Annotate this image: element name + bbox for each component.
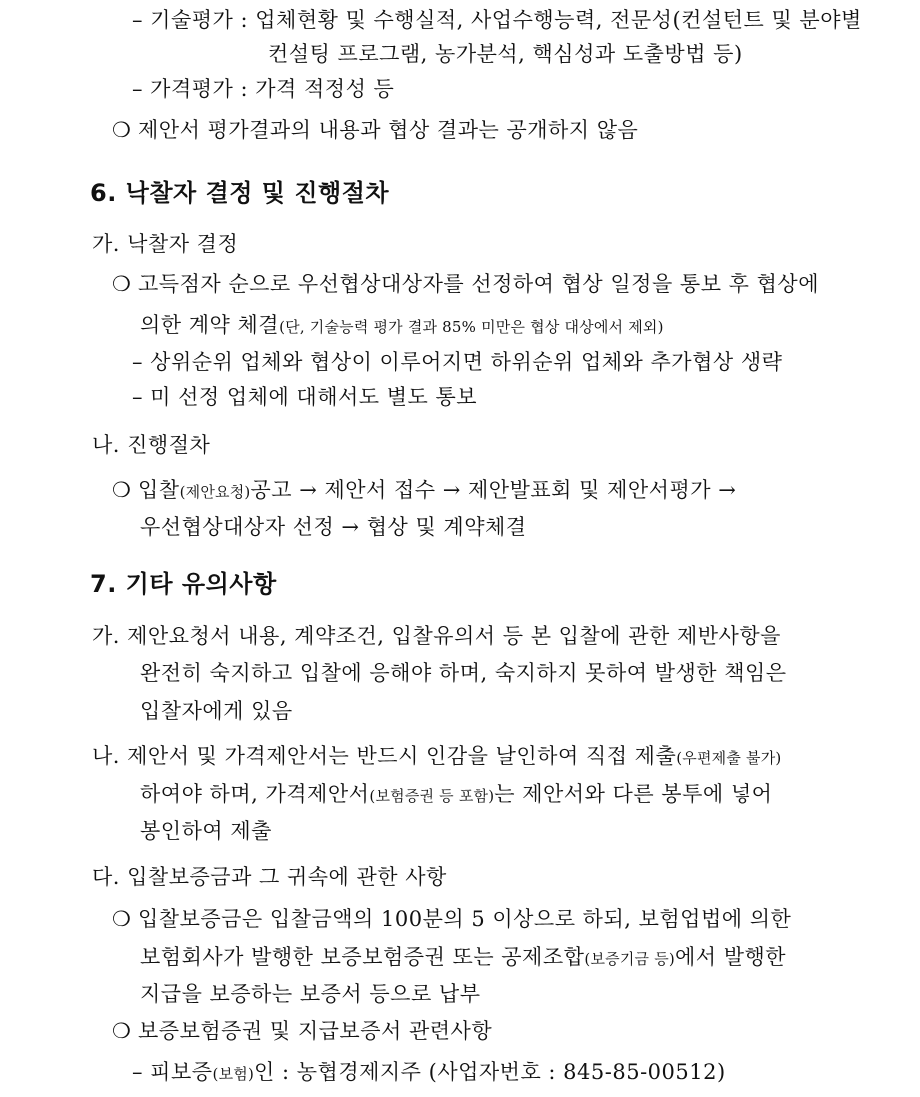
tech-eval-line-1: – 기술평가 : 업체현황 및 수행실적, 사업수행능력, 전문성(컨설턴트 및 분야별 [132,8,862,32]
non-selected-notice-line: – 미 선정 업체에 대해서도 별도 통보 [132,385,478,409]
section-7-na-line-2-a: 하여야 하며, 가격제안서 [140,782,370,806]
guarantee-fund-note: (보증기금 등) [584,950,675,968]
section-7-title: 7. 기타 유의사항 [90,570,277,598]
guarantee-docs-item [112,1017,492,1045]
circle-bullet-icon: ❍ [112,478,132,502]
section-7-na-line-3: 봉인하여 제출 [140,819,272,843]
insured-party-line [132,1058,726,1088]
bid-bond-line-3: 지급을 보증하는 보증서 등으로 납부 [140,982,481,1006]
circle-bullet-icon: ❍ [112,118,132,142]
procedure-line-2: 우선협상대상자 선정 → 협상 및 계약체결 [140,515,527,539]
winner-decision-line-1: 고득점자 순으로 우선협상대상자를 선정하여 협상 일정을 통보 후 협상에 [138,272,819,296]
section-7-ga-line-2: 완전히 숙지하고 입찰에 응해야 하며, 숙지하지 못하여 발생한 책임은 [140,661,787,685]
section-7-na-line-2-b: 는 제안서와 다른 봉투에 넣어 [494,782,773,806]
bid-bond-line-1: 입찰보증금은 입찰금액의 100분의 5 이상으로 하되, 보험업법에 의한 [138,907,792,931]
nondisclosure-item [112,116,638,144]
section-7-da-label: 다. 입찰보증금과 그 귀속에 관한 사항 [92,865,447,889]
section-6-title: 6. 낙찰자 결정 및 진행절차 [90,179,390,207]
circle-bullet-icon: ❍ [112,1019,132,1043]
section-7-na-line-2 [140,780,772,810]
section-7-ga-line-3: 입찰자에게 있음 [140,699,293,723]
section-6-na-label: 나. 진행절차 [92,433,211,457]
procedure-note: (제안요청) [179,483,251,501]
circle-bullet-icon: ❍ [112,272,132,296]
bid-bond-line-2-b: 에서 발행한 [674,945,787,969]
section-7-na-line-1-text: 나. 제안서 및 가격제안서는 반드시 인감을 날인하여 직접 제출 [92,744,677,768]
price-eval-line: – 가격평가 : 가격 적정성 등 [132,77,395,101]
insured-party-a: – 피보증 [132,1060,213,1084]
winner-decision-line-2 [140,311,664,341]
no-mail-note: (우편제출 불가) [676,749,782,767]
nondisclosure-text: 제안서 평가결과의 내용과 협상 결과는 공개하지 않음 [138,118,639,142]
bid-bond-line-2-a: 보험회사가 발행한 보증보험증권 또는 공제조합 [140,945,585,969]
procedure-text-b: 공고 → 제안서 접수 → 제안발표회 및 제안서평가 → [250,478,737,502]
section-6-ga-label: 가. 낙찰자 결정 [92,232,239,256]
insured-party-note: (보험) [212,1065,255,1083]
circle-bullet-icon: ❍ [112,907,132,931]
tech-eval-line-2: 컨설팅 프로그램, 농가분석, 핵심성과 도출방법 등) [268,42,743,66]
bid-bond-item [112,905,791,933]
section-7-ga-line-1: 가. 제안요청서 내용, 계약조건, 입찰유의서 등 본 입찰에 관한 제반사항을 [92,624,781,648]
insured-party-b: 인 : 농협경제지주 (사업자번호 : 845-85-00512) [254,1060,726,1084]
procedure-item [112,476,736,506]
procedure-text-a: 입찰 [138,478,180,502]
guarantee-docs-text: 보증보험증권 및 지급보증서 관련사항 [138,1019,493,1043]
section-7-na-line-1 [92,742,781,772]
negotiation-skip-line: – 상위순위 업체와 협상이 이루어지면 하위순위 업체와 추가협상 생략 [132,350,783,374]
bid-bond-line-2 [140,943,786,973]
winner-decision-line-2-main: 의한 계약 체결 [140,313,280,337]
winner-decision-item [112,270,819,298]
insurance-note: (보험증권 등 포함) [369,787,495,805]
winner-decision-note: (단, 기술능력 평가 결과 85% 미만은 협상 대상에서 제외) [279,318,664,336]
